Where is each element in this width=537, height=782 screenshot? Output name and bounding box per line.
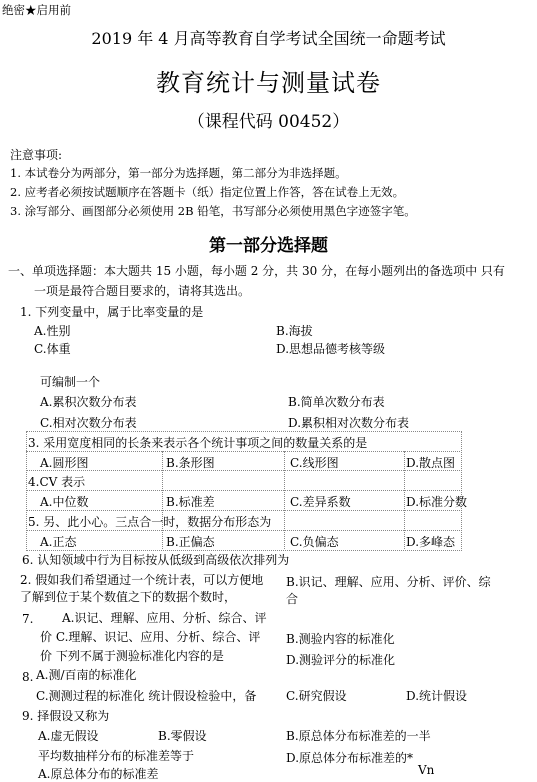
question-number: 7. [22,612,34,626]
option-d: D.散点图 [406,456,456,470]
table-rule [404,451,405,549]
section-instructions-cont: 一项是最符合题目要求的，请将其选出。 [34,284,251,298]
note-item: 2. 应考者必须按试题顺序在答题卡（纸）指定位置上作答，答在试卷上无效。 [10,185,405,199]
option-d: D.多峰态 [406,535,456,549]
option-a: A.圆形图 [40,456,89,470]
question-stem: 6. 认知领域中行为目标按从低级到高级依次排列为 [22,553,290,567]
option-a: A.虚无假设 [38,729,99,743]
option-c: C.测测过程的标准化 统计假设检验中，备 [36,689,257,703]
table-rule [26,451,460,452]
option-b: B.正偏态 [166,535,215,549]
option-b-cont: 合 [286,592,299,606]
option-d: D.统计假设 [406,689,468,703]
table-rule [26,470,460,471]
note-item: 1. 本试卷分为两部分，第一部分为选择题，第二部分为非选择题。 [10,166,347,180]
table-rule [284,451,285,549]
course-code: （课程代码 00452） [187,112,350,132]
option-b: B.条形图 [166,456,215,470]
option-b: B.测验内容的标准化 [286,632,395,646]
formula-fragment: Vn [418,763,435,777]
question-stem: 3. 采用宽度相同的长条来表示各个统计事项之间的数量关系的是 [28,436,368,450]
option-b: B.识记、理解、应用、分析、评价、综 [286,575,491,589]
option-a: A.识记、理解、应用、分析、综合、评 [62,611,267,625]
option-d: D.标准分数 [406,495,468,509]
option-c: C.相对次数分布表 [40,416,137,430]
option-c: C.差异系数 [290,495,351,509]
option-d: D.累积相对次数分布表 [288,416,410,430]
question-text: 价 下列不属于测验标准化内容的是 [40,649,224,663]
confidential-mark: 绝密★启用前 [2,3,71,17]
option-b: B.海拔 [276,324,313,338]
question-text: 2. 假如我们希望通过一个统计表，可以方便地 [20,573,264,587]
table-rule [26,490,460,491]
option-b: B.原总体分布标准差的一半 [286,729,431,743]
paper-title: 教育统计与测量试卷 [156,69,381,97]
option-a: A.中位数 [40,495,89,509]
question-stem: 9. 择假设又称为 [22,709,110,723]
option-a: A.累积次数分布表 [40,395,137,409]
table-rule [162,451,163,549]
option-d: D.测验评分的标准化 [286,653,396,667]
exam-title: 2019 年 4 月高等教育自学考试全国统一命题考试 [91,29,446,48]
question-stem: 4.CV 表示 [28,475,86,489]
option-d: D.原总体分布标准差的* [286,751,414,765]
option-c: 价 C.理解、识记、应用、分析、综合、评 [40,630,261,644]
option-c: C.体重 [34,342,71,356]
option-b: B.标准差 [166,495,215,509]
part-title: 第一部分选择题 [209,236,328,256]
question-stem: 5. 另、此小心。三点合一时，数据分布形态为 [28,515,272,529]
section-instructions: 一、单项选择题：本大题共 15 小题，每小题 2 分，共 30 分，在每小题列出的备选项中 只有 [8,264,505,278]
notes-title: 注意事项: [10,148,63,162]
question-stem: 1. 下列变量中，属于比率变量的是 [20,305,204,319]
question-number: 8. [22,670,34,684]
option-a: A.测/百南的标准化 [36,668,137,682]
option-d: D.思想品德考核等级 [276,342,386,356]
table-rule [26,530,460,531]
option-a: A.性别 [34,324,71,338]
option-c: C.线形图 [290,456,339,470]
option-c: C.研究假设 [286,689,347,703]
question-stem: 可编制一个 [40,375,101,389]
option-b: B.简单次数分布表 [288,395,385,409]
option-b: B.零假设 [158,729,207,743]
option-a: A.正态 [40,535,77,549]
note-item: 3. 涂写部分、画图部分必须使用 2B 铅笔，书写部分必须使用黑色字迹签字笔。 [10,204,416,218]
option-a: A.原总体分布的标准差 [38,767,159,781]
question-text: 平均数抽样分布的标准差等于 [38,749,195,763]
question-text: 了解到位于某个数值之下的数据个数时， [20,590,237,604]
option-c: C.负偏态 [290,535,339,549]
table-rule [26,510,460,511]
